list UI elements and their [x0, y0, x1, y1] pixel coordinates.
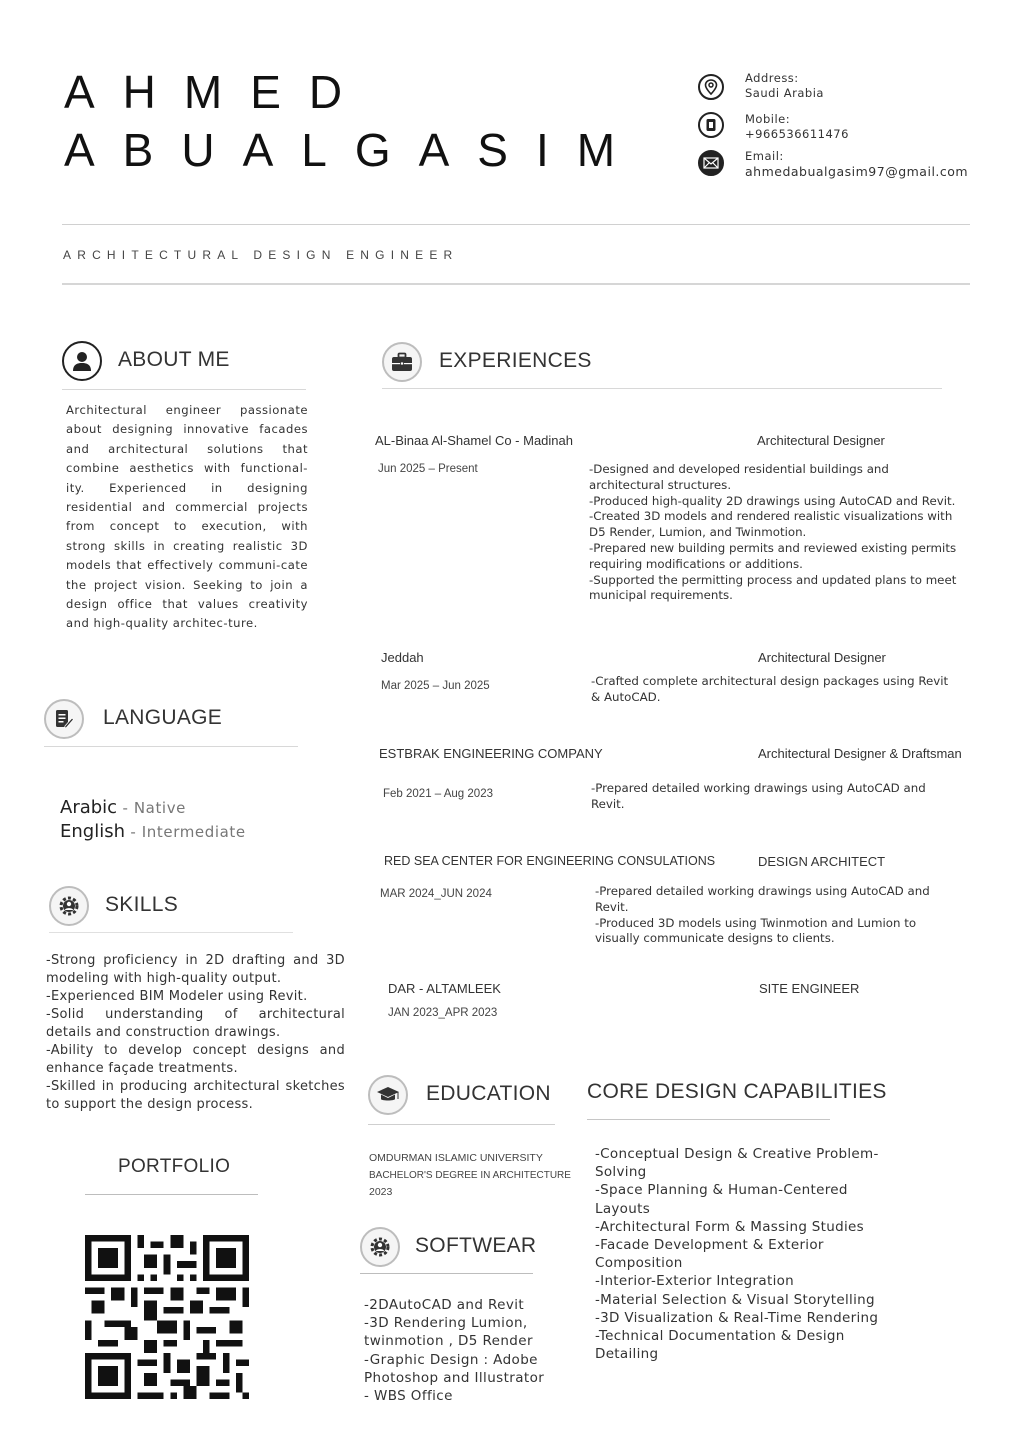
job-company: RED SEA CENTER FOR ENGINEERING CONSULATIONS [384, 854, 716, 868]
skill-item: -Ability to develop concept designs and enhance façade treatments. [46, 1043, 345, 1076]
qr-code-icon [85, 1235, 249, 1399]
skill-item: -Solid understanding of architectural details and construction drawings. [46, 1007, 345, 1040]
job-role: ARCHITECTURAL DESIGN ENGINEER [63, 248, 459, 262]
job-title: Architectural Designer [757, 433, 885, 448]
divider [368, 1124, 555, 1125]
education-degree: BACHELOR'S DEGREE IN ARCHITECTURE [369, 1170, 571, 1181]
email-value[interactable]: ahmedabualgasim97@gmail.com [745, 164, 969, 179]
core-item: -Material Selection & Visual Storytelling [595, 1291, 875, 1308]
job-bullets [595, 884, 961, 947]
skill-item: -Strong proficiency in 2D drafting and 3D modeling with high-quality output. [46, 953, 345, 986]
about-text: Architectural engineer passionate about designing innovative facades and architectural solutions that combine aesthetics with functional-ity. Experienced in designing residential and commercial projects from concept to execution, with strong skills in creating realistic 3D models that effectively communi-cate the project vision. Seeking to join a design office that values creativity and high-quality architec-ture. [66, 403, 308, 631]
contact-address [698, 74, 724, 100]
job-bullet: -Produced high-quality 2D drawings using AutoCAD and Revit. [589, 493, 956, 508]
job-date: JAN 2023_APR 2023 [388, 1007, 498, 1019]
job-bullets [591, 674, 961, 706]
address-value: Saudi Arabia [745, 86, 824, 100]
contact-mobile [698, 112, 724, 138]
first-name: AHMED [64, 66, 371, 118]
email-label: Email: [745, 149, 784, 163]
language-title: LANGUAGE [103, 706, 223, 729]
mobile-label: Mobile: [745, 112, 791, 126]
contact-email [698, 150, 724, 176]
divider [49, 932, 293, 933]
job-bullet: -Created 3D models and rendered realistic visualizations with D5 Render, Lumion, and Twinmotion. [589, 509, 953, 540]
software-item: -2DAutoCAD and Revit [364, 1297, 525, 1313]
skills-list [46, 952, 345, 1114]
last-name: ABUALGASIM [64, 124, 644, 176]
phone-book-icon [698, 112, 724, 138]
about-title: ABOUT ME [118, 348, 230, 371]
divider [382, 388, 942, 389]
envelope-icon [698, 150, 724, 176]
software-item: -3D Rendering Lumion, twinmotion , D5 Render [364, 1315, 533, 1350]
divider [360, 1273, 533, 1274]
job-date: Jun 2025 – Present [378, 463, 478, 475]
divider [44, 746, 298, 747]
address-label: Address: [745, 71, 799, 85]
software-list [364, 1296, 560, 1405]
gear-user-icon [360, 1227, 400, 1267]
education-title: EDUCATION [426, 1082, 551, 1105]
document-edit-icon [44, 699, 84, 739]
portfolio-title: PORTFOLIO [118, 1156, 231, 1177]
divider [62, 283, 970, 285]
core-item: -Architectural Form & Massing Studies [595, 1218, 864, 1235]
education-year: 2023 [369, 1186, 393, 1198]
job-bullet: -Designed and developed residential buildings and architectural structures. [589, 462, 889, 492]
divider [62, 389, 306, 390]
experiences-title: EXPERIENCES [439, 349, 592, 372]
job-bullet: -Crafted complete architectural design packages using Revit & AutoCAD. [591, 674, 949, 704]
job-title: DESIGN ARCHITECT [758, 854, 886, 869]
divider [85, 1194, 258, 1195]
location-pin-icon [698, 74, 724, 100]
core-item: -Conceptual Design & Creative Problem-Solving [595, 1146, 879, 1181]
portfolio-qr-code[interactable] [85, 1235, 249, 1403]
skill-item: -Experienced BIM Modeler using Revit. [46, 989, 308, 1004]
briefcase-icon [382, 342, 422, 382]
job-date: Feb 2021 – Aug 2023 [383, 788, 493, 800]
language-item: English - Intermediate [60, 821, 246, 842]
job-title: Architectural Designer [758, 650, 886, 665]
software-item: -Graphic Design : Adobe Photoshop and Illustrator [364, 1351, 545, 1386]
job-bullet: -Supported the permitting process and updated plans to meet municipal requirements. [589, 572, 957, 603]
job-title: SITE ENGINEER [759, 981, 860, 996]
job-company: ESTBRAK ENGINEERING COMPANY [379, 746, 603, 761]
language-item: Arabic - Native [60, 797, 186, 818]
job-date: Mar 2025 – Jun 2025 [381, 680, 490, 692]
core-list [595, 1145, 895, 1363]
gear-user-icon [49, 886, 89, 926]
divider [62, 224, 970, 225]
core-item: -Technical Documentation & Design Detailing [595, 1328, 845, 1363]
language-list [60, 796, 246, 844]
education-university: OMDURMAN ISLAMIC UNIVERSITY [369, 1152, 543, 1164]
job-date: MAR 2024_JUN 2024 [380, 888, 492, 900]
job-bullets [589, 462, 961, 604]
job-company: AL-Binaa Al-Shamel Co - Madinah [375, 433, 573, 448]
core-item: -3D Visualization & Real-Time Rendering [595, 1309, 879, 1326]
job-bullet: -Prepared detailed working drawings using AutoCAD and Revit. [595, 884, 930, 914]
graduation-cap-icon [368, 1075, 408, 1115]
job-title: Architectural Designer & Draftsman [758, 746, 962, 761]
education-details [369, 1150, 571, 1201]
job-bullet: -Produced 3D models using Twinmotion and Lumion to visually communicate designs to clients. [595, 915, 917, 946]
job-bullets [591, 781, 951, 813]
software-title: SOFTWEAR [415, 1234, 537, 1257]
software-item: - WBS Office [364, 1388, 453, 1405]
job-company: DAR - ALTAMLEEK [388, 981, 501, 996]
skill-item: -Skilled in producing architectural sketches to support the design process. [46, 1079, 345, 1112]
skills-title: SKILLS [105, 893, 179, 916]
core-item: -Interior-Exterior Integration [595, 1273, 795, 1290]
core-item: -Facade Development & Exterior Composition [595, 1237, 824, 1272]
user-icon [62, 341, 102, 381]
job-company: Jeddah [381, 650, 424, 665]
divider [587, 1119, 830, 1120]
core-title: CORE DESIGN CAPABILITIES [587, 1080, 887, 1103]
job-bullet: -Prepared detailed working drawings using AutoCAD and Revit. [591, 781, 926, 811]
core-item: -Space Planning & Human-Centered Layouts [595, 1182, 848, 1217]
job-bullet: -Prepared new building permits and reviewed existing permits requiring modifications or additions. [589, 540, 957, 571]
mobile-value[interactable]: +966536611476 [745, 127, 849, 141]
